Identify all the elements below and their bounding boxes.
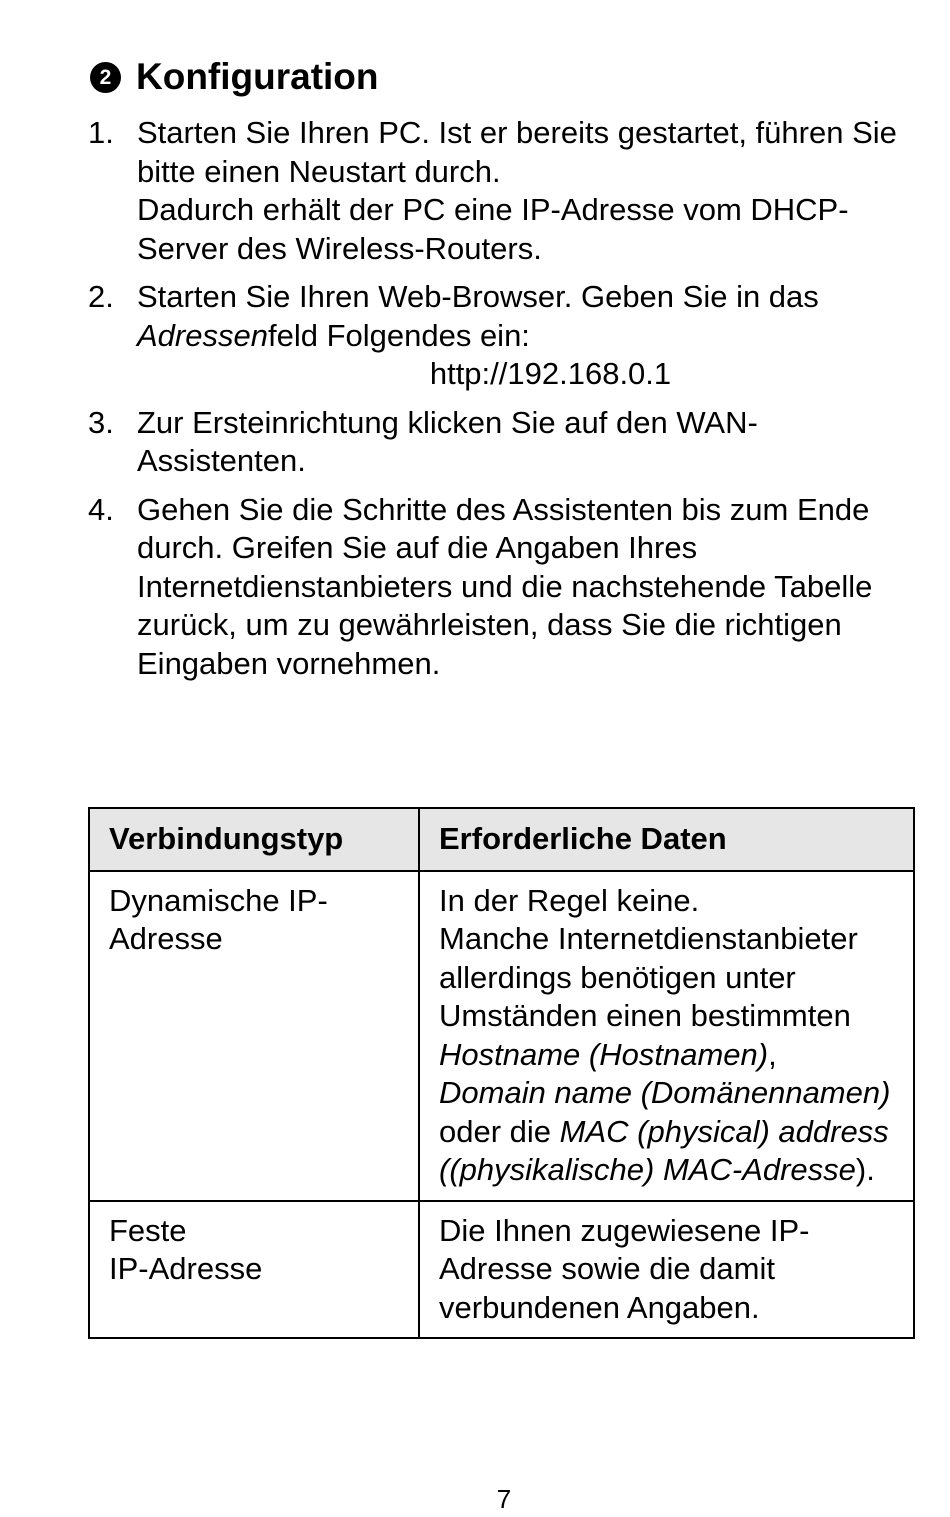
connection-type-cell (89, 1201, 419, 1339)
table-row (89, 1201, 914, 1339)
list-item (88, 114, 918, 268)
table-row (89, 871, 914, 1201)
step-text: Zur Ersteinrichtung klicken Sie auf den WAN-Assistenten. (137, 404, 758, 478)
cell-text: , (768, 1036, 777, 1072)
step-text-part: feld Folgendes ein: (267, 317, 530, 353)
table-header-row (89, 808, 914, 871)
list-item (88, 491, 918, 684)
step-number: 1. (88, 115, 114, 150)
connection-type-table (88, 807, 915, 1339)
router-url: http://192.168.0.1 (429, 356, 672, 391)
step-number: 3. (88, 404, 114, 440)
page-number: 7 (496, 1484, 512, 1514)
section-heading (90, 52, 379, 102)
domain-name-term: Domain name (Domänennamen) (439, 1075, 891, 1110)
step-number-badge: 2 (90, 62, 121, 93)
required-data-cell: Die Ihnen zugewiesene IP-Adresse sowie die damit verbundenen Angaben. (419, 1201, 914, 1339)
cell-text: IP-Adresse (109, 1251, 263, 1286)
step-text: Starten Sie Ihren PC. Ist er bereits gestartet, führen Sie bitte einen Neustart durch. (137, 115, 897, 189)
cell-text: Manche Internetdienstanbieter allerdings benötigen unter Umständen einen bestimmten (439, 921, 858, 1033)
cell-text: ). (855, 1152, 875, 1187)
column-header-required-data: Erforderliche Daten (419, 808, 914, 871)
instruction-list (88, 114, 918, 693)
cell-text: oder die (439, 1113, 560, 1149)
step-text: Dadurch erhält der PC eine IP-Adresse vom DHCP-Server des Wireless-Routers. (137, 192, 849, 266)
step-number: 2. (88, 279, 114, 314)
step-number: 4. (88, 491, 114, 527)
cell-text: Feste (109, 1212, 187, 1248)
step-text-part: Starten Sie Ihren Web-Browser. Geben Sie in das (137, 279, 819, 314)
mac-address-term: MAC (physical) address ((physikalische) MAC-Adresse (439, 1113, 889, 1187)
hostname-term: Hostname (Hostnamen) (439, 1036, 769, 1072)
step-text (137, 278, 918, 355)
step-text: Gehen Sie die Schritte des Assistenten bis zum Ende durch. Greifen Sie auf die Angaben Ihres Internetdienstanbieters und die nachstehende Tabelle zurück, um zu gewährleisten, dass Sie die richtigen Eingaben vornehmen. (137, 491, 873, 681)
cell-text: Adresse (109, 921, 223, 956)
cell-text: Dynamische IP- (109, 882, 328, 918)
list-item (88, 404, 918, 481)
required-data-cell (419, 871, 914, 1201)
cell-text: In der Regel keine. (439, 882, 700, 918)
column-header-connection-type: Verbindungstyp (89, 808, 419, 871)
connection-type-cell (89, 871, 419, 1201)
section-title: Konfiguration (136, 56, 379, 97)
list-item (88, 278, 918, 394)
address-field-term: Adressen (137, 317, 268, 353)
